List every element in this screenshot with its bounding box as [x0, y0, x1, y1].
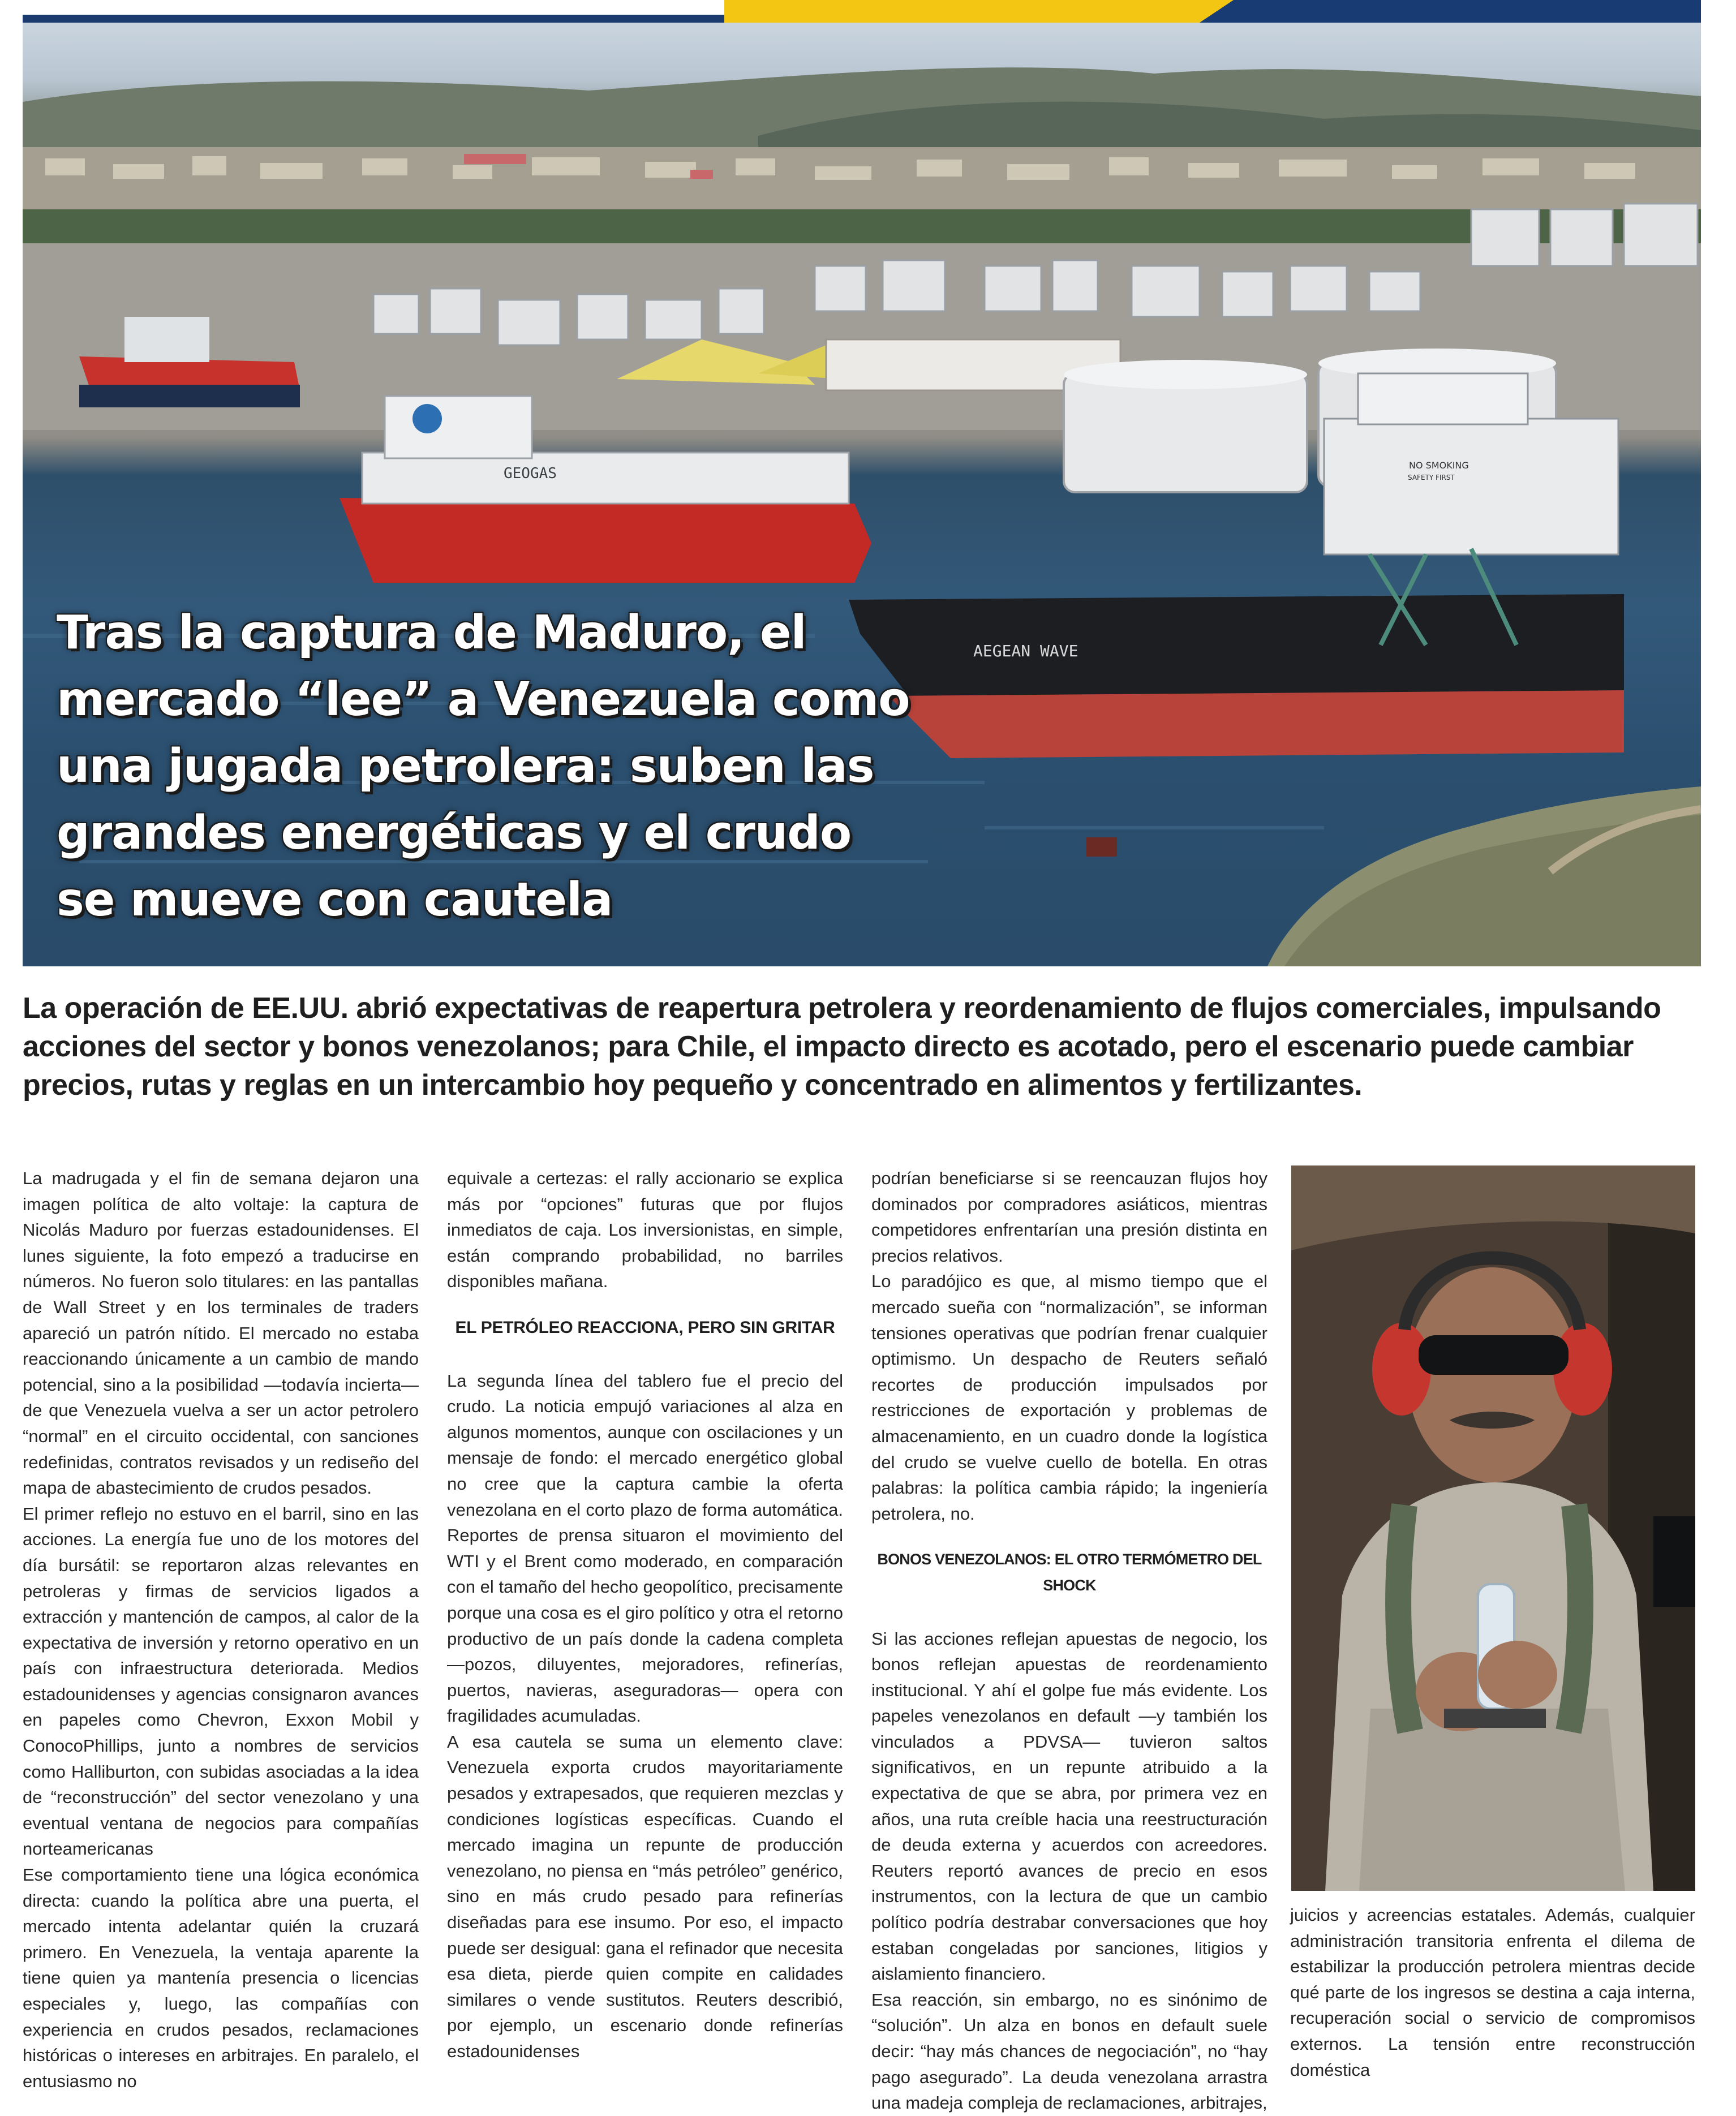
- ship-sign-no-smoking: NO SMOKING: [1409, 460, 1469, 471]
- ship-sign-safety-first: SAFETY FIRST: [1408, 474, 1455, 481]
- article-column-2: [447, 1165, 843, 2065]
- article-headline: Tras la captura de Maduro, el mercado “lee” a Venezuela como una jugada petrolera: suben las grandes energéticas y el crudo se mueve con cautela: [57, 606, 910, 927]
- body-paragraph: Lo paradójico es que, al mismo tiempo que el mercado sueña con “normalización”, se informan tensiones operativas que podrían frenar cualquier optimismo. Un despacho de Reuters señaló recortes de producción impulsados por restricciones de exportación y problemas de almacenamiento, en un cuadro donde la logística del crudo se vuelve cuello de botella. En otras palabras: la política cambia rápido; la ingeniería petrolera, no.: [871, 1271, 1267, 1524]
- body-paragraph: A esa cautela se suma un elemento clave: Venezuela exporta crudos mayoritariamente pesados y extrapesados, que requieren mezclas y condiciones logísticas específicas. Cuando el mercado imagina un repunte de producción venezolano, no piensa en “más petróleo” genérico, sino en más crudo pesado para refinerías diseñadas para ese insumo. Por eso, el impacto puede ser desigual: gana el refinador que necesita esa dieta, pierde quien compite en calidades similares o vende sustitutos. Reuters describió, por ejemplo, un escenario donde refinerías estadounidenses: [447, 1731, 843, 2061]
- body-paragraph: El primer reflejo no estuvo en el barril, sino en las acciones. La energía fue uno de los motores del día bursátil: se reportaron alzas relevantes en petroleras y firmas de servicios ligados a extracción y mantención de campos, al calor de la expectativa de inversión y retorno operativo en un país con infraestructura deteriorada. Medios estadounidenses y agencias consignaron avances en papeles como Chevron, Exxon Mobil y ConocoPhillips, junto a nombres de servicios como Halliburton, con subidas asociadas a la idea de “reconstrucción” del sector venezolano y una eventual ventana de negocios para compañías norteamericanas: [23, 1503, 419, 1859]
- article-deck: La operación de EE.UU. abrió expectativas de reapertura petrolera y reordenamiento de flujos comerciales, impulsando acciones del sector y bonos venezolanos; para Chile, el impacto directo es acotado, pero el escenario puede cambiar precios, rutas y reglas en un intercambio hoy pequeño y concentrado en alimentos y fertilizantes.: [23, 992, 1661, 1102]
- body-paragraph: podrían beneficiarse si se reencauzan flujos hoy dominados por compradores asiáticos, mientras competidores enfrentarían una presión distinta en precios relativos.: [871, 1168, 1267, 1266]
- body-paragraph: equivale a certezas: el rally accionario se explica más por “opciones” futuras que por flujos inmediatos de caja. Los inversionistas, en simple, están comprando probabilidad, no barriles disponibles mañana.: [447, 1168, 843, 1292]
- ship-name-geogas: GEOGAS: [504, 465, 557, 482]
- body-paragraph: Si las acciones reflejan apuestas de negocio, los bonos reflejan apuestas de reordenamiento institucional. Y ahí el golpe fue más evidente. Los papeles venezolanos en default —y también los vinculados a PDVSA— tuvieron saltos significativos, en un repunte atribuido a la expectativa de que se abra, por primera vez en años, una ruta creíble hacia una reestructuración de deuda externa y acuerdos con acreedores. Reuters reportó avances de precio en esos instrumentos, con la lectura de que un cambio político podría destrabar conversaciones que hoy estaban congeladas por sanciones, litigios y aislamiento financiero.: [871, 1628, 1267, 1984]
- hero-photo: [23, 23, 1701, 966]
- article-column-1: [23, 1165, 419, 2094]
- body-paragraph: La segunda línea del tablero fue el precio del crudo. La noticia empujó variaciones al alza en algunos momentos, aunque con oscilaciones y un mensaje de fondo: el mercado energético global no cree que la captura cambie la oferta venezolana en el corto plazo de forma automática. Reportes de prensa situaron el movimiento del WTI y el Brent como moderado, en comparación con el tamaño del hecho geopolítico, precisamente porque una cosa es el giro político y otra el retorno productivo de un país donde la cadena completa —pozos, diluyentes, mejoradores, refinerías, puertos, navieras, aseguradoras— opera con fragilidades acumuladas.: [447, 1370, 843, 1726]
- article-column-3: [871, 1165, 1267, 2116]
- section-subhead: EL PETRÓLEO REACCIONA, PERO SIN GRITAR: [455, 1318, 835, 1337]
- body-paragraph: Ese comportamiento tiene una lógica económica directa: cuando la política abre una puerta, el mercado intenta adelantar quién la cruzará primero. En Venezuela, la ventaja aparente la tiene quien ya mantenía presencia o licencias especiales y, luego, las compañías con experiencia en crudos pesados, reclamaciones históricas o intereses en arbitrajes. En paralelo, el entusiasmo no: [23, 1865, 419, 2091]
- body-paragraph: Esa reacción, sin embargo, no es sinónimo de “solución”. Un alza en bonos en default suele decir: “hay más chances de negociación”, no “hay pago asegurado”. La deuda venezolana arrastra una madeja compleja de reclamaciones, arbitrajes,: [871, 1989, 1267, 2113]
- portrait-photo: [1291, 1165, 1695, 1891]
- ship-name-aegean-wave: AEGEAN WAVE: [973, 642, 1078, 660]
- body-paragraph: La madrugada y el fin de semana dejaron una imagen política de alto voltaje: la captura de Nicolás Maduro por fuerzas estadounidenses. El lunes siguiente, la foto empezó a traducirse en números. No fueron solo titulares: en las pantallas de Wall Street y en los terminales de traders apareció un patrón nítido. El mercado no estaba reaccionando únicamente a un cambio de mando potencial, sino a la posibilidad —todavía incierta— de que Venezuela vuelva a ser un actor petrolero “normal” en el circuito occidental, con sanciones redefinidas, contratos revisados y un rediseño del mapa de abastecimiento de crudos pesados.: [23, 1168, 419, 1498]
- section-subhead: BONOS VENEZOLANOS: EL OTRO TERMÓMETRO DEL SHOCK: [877, 1551, 1262, 1594]
- body-paragraph: juicios y acreencias estatales. Además, cualquier administración transitoria enfrenta el dilema de estabilizar la producción petrolera mientras decide qué parte de los ingresos se destina a caja interna, recuperación social o servicio de compromisos externos. La tensión entre reconstrucción doméstica: [1290, 1905, 1695, 2080]
- article-column-4: [1290, 1902, 1695, 2083]
- section-banner: [23, 0, 1701, 23]
